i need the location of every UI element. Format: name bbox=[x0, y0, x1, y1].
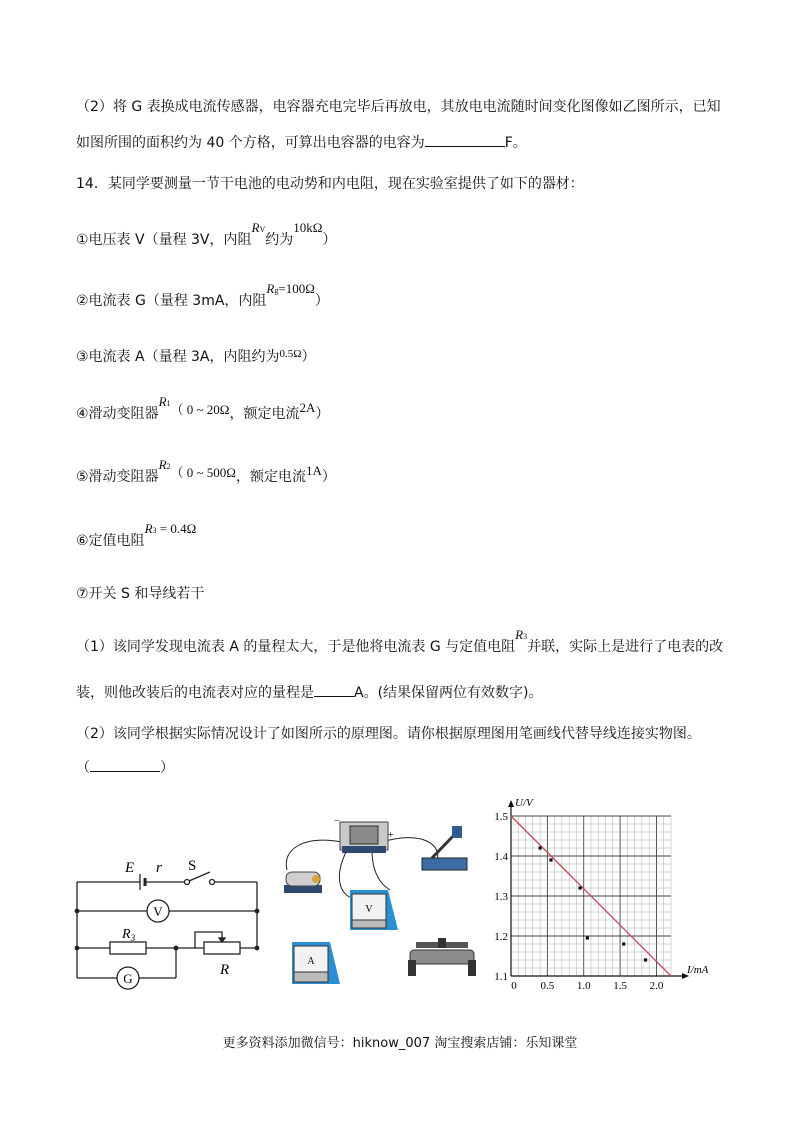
item-text: 约为 bbox=[265, 232, 294, 248]
x-axis-label: I/mA bbox=[687, 964, 709, 976]
item-text: ⑥定值电阻 bbox=[76, 533, 145, 549]
ammeter-device bbox=[292, 942, 340, 984]
equipment-item-resistor-r3 bbox=[76, 521, 197, 553]
symbol-r1: R1 bbox=[158, 394, 171, 409]
data-point bbox=[586, 936, 589, 939]
apparatus-illustration bbox=[272, 790, 487, 1000]
y-axis-label: U/V bbox=[515, 797, 533, 809]
equipment-item-voltmeter bbox=[76, 220, 337, 252]
svg-text:V: V bbox=[365, 904, 373, 915]
item-text: 装，则他改装后的电流表对应的量程是 bbox=[76, 685, 314, 701]
value: （ 0 ~ 20Ω bbox=[170, 402, 230, 417]
knife-switch bbox=[422, 826, 467, 870]
q13-part2-text: 如图所围的面积约为 40 个方格，可算出电容器的电容为 bbox=[76, 135, 425, 151]
y-tick-label: 1.4 bbox=[494, 851, 508, 863]
item-text: （ bbox=[76, 760, 90, 776]
item-text: ，额定电流 bbox=[229, 406, 300, 422]
u-i-graph bbox=[488, 795, 718, 1000]
data-point bbox=[538, 846, 541, 849]
voltmeter-device bbox=[350, 890, 398, 930]
data-point bbox=[549, 858, 552, 861]
answer-blank bbox=[425, 130, 505, 147]
answer-blank bbox=[314, 680, 354, 697]
item-text: ④滑动变阻器 bbox=[76, 406, 159, 422]
label-rheostat-r: R bbox=[220, 962, 230, 978]
label-e: E bbox=[125, 860, 135, 876]
svg-text:−: − bbox=[334, 816, 340, 827]
svg-text:+: + bbox=[388, 830, 394, 841]
label-r3: $R_3$ bbox=[122, 927, 136, 943]
symbol-rv: RV bbox=[251, 220, 266, 235]
item-text: ） bbox=[160, 760, 174, 776]
q14-part1-line1 bbox=[76, 627, 724, 659]
data-point bbox=[644, 958, 647, 961]
rheostat-device bbox=[408, 938, 476, 976]
label-s: S bbox=[188, 858, 197, 874]
circuit-diagram bbox=[70, 850, 270, 990]
item-text: ） bbox=[314, 293, 329, 309]
equipment-item-switch: ⑦开关 S 和导线若干 bbox=[76, 586, 205, 602]
q13-part2-line2 bbox=[76, 130, 527, 153]
label-r: r bbox=[156, 860, 162, 876]
y-tick-label: 1.5 bbox=[494, 811, 508, 823]
item-text: ，额定电流 bbox=[235, 469, 306, 485]
answer-blank bbox=[90, 755, 160, 772]
value: 10kΩ bbox=[293, 220, 323, 235]
equipment-item-rheostat-r2 bbox=[76, 457, 336, 489]
item-text: ） bbox=[315, 406, 330, 422]
q14-part1-line2 bbox=[76, 680, 543, 703]
item-text: ③电流表 A（量程 3A，内阻约为 bbox=[76, 349, 280, 365]
svg-text:A: A bbox=[307, 956, 315, 967]
symbol-rg: Rg=100Ω bbox=[266, 281, 315, 296]
value: 0.5Ω bbox=[279, 348, 302, 360]
galvanometer-symbol: G bbox=[123, 971, 133, 986]
q14-part2-line1: （2）该同学根据实际情况设计了如图所示的原理图。请你根据原理图用笔画线代替导线连接实物图。 bbox=[76, 726, 701, 742]
y-tick-label: 1.3 bbox=[494, 891, 508, 903]
item-text: ） bbox=[321, 469, 336, 485]
symbol-r3: R3 = 0.4Ω bbox=[144, 521, 197, 536]
y-axis-arrow bbox=[508, 800, 514, 807]
q13-part2-line1: （2）将 G 表换成电流传感器，电容器充电完毕后再放电，其放电电流随时间变化图像如乙图所示，已知 bbox=[76, 99, 721, 115]
item-text: A。(结果保留两位有效数字)。 bbox=[354, 685, 543, 701]
data-point bbox=[622, 942, 625, 945]
item-text: 并联，实际上是进行了电表的改 bbox=[527, 639, 724, 655]
item-text: ①电压表 V（量程 3V，内阻 bbox=[76, 232, 252, 248]
data-point bbox=[578, 886, 581, 889]
resistor-box bbox=[284, 872, 322, 893]
equipment-item-rheostat-r1 bbox=[76, 394, 330, 426]
symbol-r3: R3 bbox=[515, 627, 528, 642]
item-text: ⑤滑动变阻器 bbox=[76, 469, 159, 485]
q14-part2-line2 bbox=[76, 755, 174, 778]
q14-stem: 14．某同学要测量一节干电池的电动势和内电阻，现在实验室提供了如下的器材： bbox=[76, 176, 584, 192]
q13-part2-unit: F。 bbox=[504, 135, 527, 151]
battery-holder bbox=[334, 816, 394, 853]
x-tick-label: 2.0 bbox=[649, 980, 664, 992]
item-text: （1）该同学发现电流表 A 的量程太大，于是他将电流表 G 与定值电阻 bbox=[76, 639, 516, 655]
x-tick-label: 1.0 bbox=[576, 980, 591, 992]
value: 1A bbox=[305, 463, 322, 478]
x-tick-label: 0 bbox=[511, 980, 517, 992]
value: 2A bbox=[299, 400, 316, 415]
equipment-item-ammeter bbox=[76, 347, 315, 368]
x-tick-label: 0.5 bbox=[540, 980, 555, 992]
footer: 更多资料添加微信号：hiknow_007 淘宝搜索店铺：乐知课堂 bbox=[222, 1036, 578, 1051]
item-text: ） bbox=[301, 349, 316, 365]
x-tick-label: 1.5 bbox=[613, 980, 627, 992]
equipment-item-galvanometer bbox=[76, 281, 329, 313]
item-text: ） bbox=[322, 232, 337, 248]
value: （ 0 ~ 500Ω bbox=[170, 465, 236, 480]
voltmeter-symbol: V bbox=[153, 904, 163, 919]
y-tick-label: 1.2 bbox=[494, 931, 508, 943]
item-text: ②电流表 G（量程 3mA，内阻 bbox=[76, 293, 267, 309]
symbol-r2: R2 bbox=[158, 457, 171, 472]
y-tick-label: 1.1 bbox=[494, 971, 508, 983]
